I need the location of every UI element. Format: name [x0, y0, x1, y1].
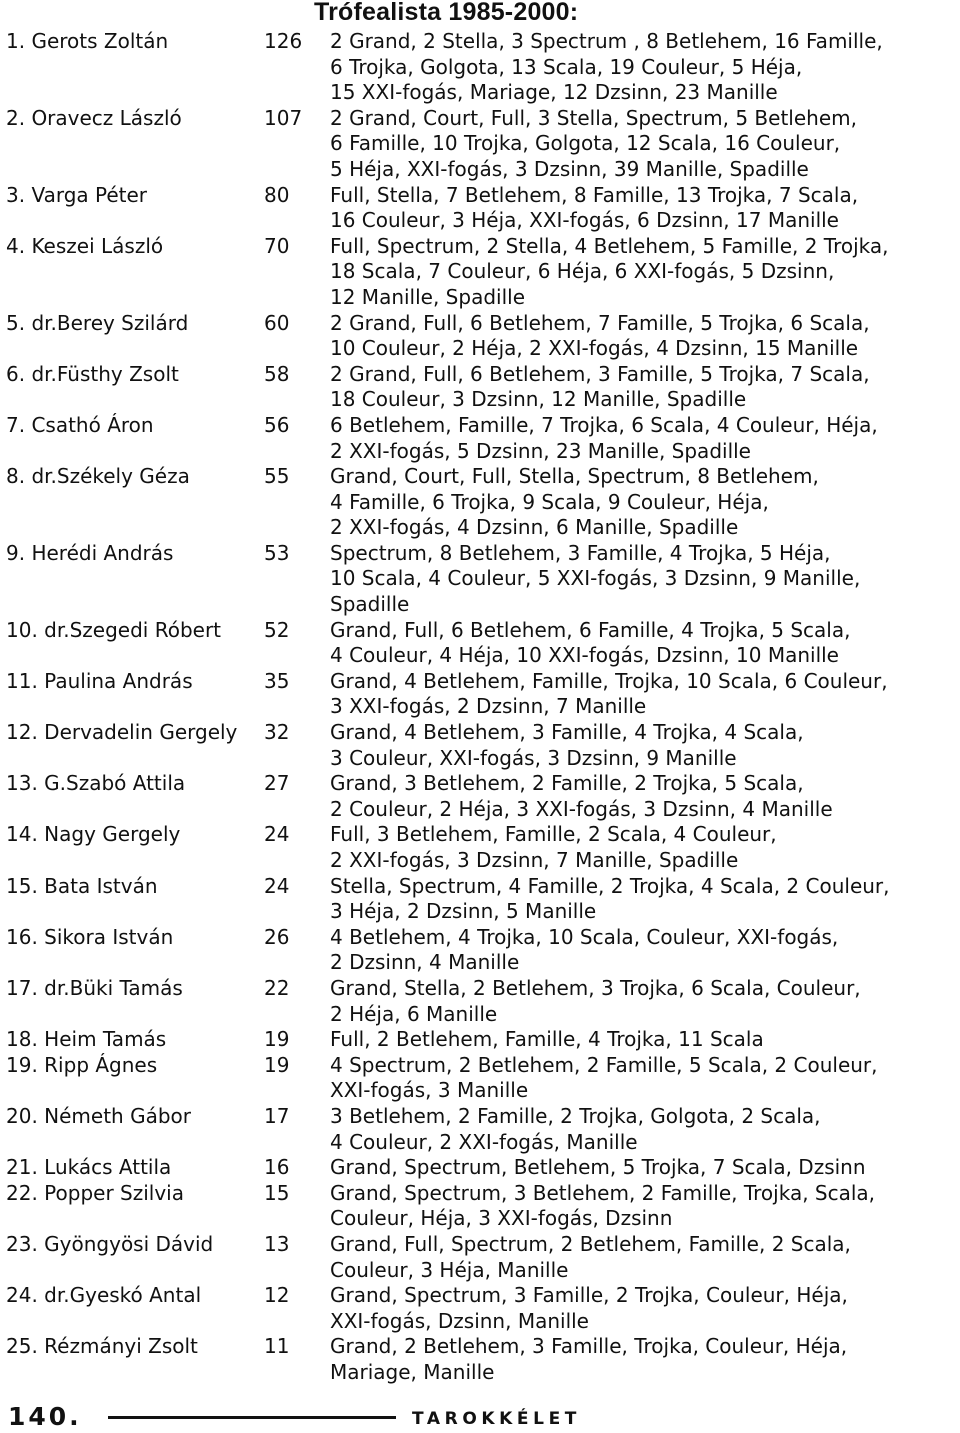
player-name: 23. Gyöngyösi Dávid [6, 1231, 214, 1256]
trophy-line: 2 Grand, Full, 6 Betlehem, 7 Famille, 5 Trojka, 6 Scala, [330, 310, 870, 335]
list-item [0, 925, 960, 976]
list-item [0, 29, 960, 106]
trophy-details [330, 771, 960, 822]
player-name: 22. Popper Szilvia [6, 1180, 184, 1205]
page-number: 140. [8, 1402, 82, 1431]
trophy-details [330, 1104, 960, 1155]
trophy-details [330, 1027, 960, 1053]
trophy-details [330, 413, 960, 464]
list-item [0, 541, 960, 618]
trophy-line: 2 Grand, Full, 6 Betlehem, 3 Famille, 5 Trojka, 7 Scala, [330, 361, 870, 386]
player-points: 16 [264, 1155, 290, 1180]
trophy-line: Mariage, Manille [330, 1359, 495, 1384]
player-name: 24. dr.Gyeskó Antal [6, 1283, 202, 1308]
player-name: 4. Keszei László [6, 233, 164, 258]
trophy-line: 5 Héja, XXI-fogás, 3 Dzsinn, 39 Manille, Spadille [330, 156, 809, 181]
player-name: 11. Paulina András [6, 668, 193, 693]
player-name: 10. dr.Szegedi Róbert [6, 617, 222, 642]
trophy-line: Couleur, Héja, 3 XXI-fogás, Dzsinn [330, 1206, 673, 1231]
trophy-line: Grand, Spectrum, 3 Famille, 2 Trojka, Couleur, Héja, [330, 1283, 848, 1308]
player-points: 58 [264, 361, 290, 386]
trophy-details [330, 1155, 960, 1181]
magazine-name: TAROKKÉLET [412, 1409, 581, 1429]
player-points: 27 [264, 771, 290, 796]
trophy-details [330, 464, 960, 541]
trophy-line: 4 Couleur, 4 Héja, 10 XXI-fogás, Dzsinn, 10 Manille [330, 643, 839, 668]
trophy-details [330, 311, 960, 362]
trophy-line: 2 XXI-fogás, 3 Dzsinn, 7 Manille, Spadille [330, 848, 739, 872]
list-item [0, 874, 960, 925]
list-item [0, 106, 960, 183]
list-item [0, 618, 960, 669]
player-name: 2. Oravecz László [6, 105, 182, 130]
player-points: 24 [264, 822, 290, 847]
list-item [0, 183, 960, 234]
trophy-details [330, 1334, 960, 1385]
player-points: 107 [264, 105, 303, 130]
player-name: 18. Heim Tamás [6, 1027, 167, 1052]
trophy-details [330, 234, 960, 311]
player-name: 16. Sikora István [6, 924, 174, 949]
player-name: 21. Lukács Attila [6, 1155, 172, 1180]
player-name: 14. Nagy Gergely [6, 822, 181, 847]
trophy-line: 3 Héja, 2 Dzsinn, 5 Manille [330, 899, 597, 924]
trophy-line: Stella, Spectrum, 4 Famille, 2 Trojka, 4 Scala, 2 Couleur, [330, 873, 890, 898]
trophy-details [330, 362, 960, 413]
list-item [0, 362, 960, 413]
trophy-details [330, 618, 960, 669]
trophy-details [330, 925, 960, 976]
trophy-line: Full, 3 Betlehem, Famille, 2 Scala, 4 Couleur, [330, 822, 777, 847]
trophy-line: 4 Betlehem, 4 Trojka, 10 Scala, Couleur, XXI-fogás, [330, 924, 839, 949]
player-name: 12. Dervadelin Gergely [6, 720, 238, 745]
trophy-details [330, 720, 960, 771]
trophy-line: 10 Scala, 4 Couleur, 5 XXI-fogás, 3 Dzsinn, 9 Manille, [330, 566, 861, 591]
list-item [0, 1181, 960, 1232]
trophy-line: 2 Grand, 2 Stella, 3 Spectrum , 8 Betlehem, 16 Famille, [330, 29, 883, 53]
list-item [0, 1053, 960, 1104]
trophy-details [330, 822, 960, 873]
list-item [0, 771, 960, 822]
player-points: 11 [264, 1334, 290, 1359]
trophy-line: 4 Couleur, 2 XXI-fogás, Manille [330, 1129, 638, 1154]
trophy-details [330, 1232, 960, 1283]
player-points: 35 [264, 668, 290, 693]
trophy-line: Grand, Spectrum, 3 Betlehem, 2 Famille, Trojka, Scala, [330, 1180, 876, 1205]
player-points: 60 [264, 310, 290, 335]
list-item [0, 311, 960, 362]
player-points: 80 [264, 182, 290, 207]
player-points: 70 [264, 233, 290, 258]
list-item [0, 822, 960, 873]
trophy-line: Grand, 3 Betlehem, 2 Famille, 2 Trojka, 5 Scala, [330, 771, 804, 796]
footer-divider [108, 1416, 396, 1419]
player-points: 17 [264, 1103, 290, 1128]
player-name: 9. Herédi András [6, 540, 174, 565]
player-points: 15 [264, 1180, 290, 1205]
trophy-line: 6 Betlehem, Famille, 7 Trojka, 6 Scala, 4 Couleur, Héja, [330, 412, 878, 437]
player-points: 55 [264, 464, 290, 489]
player-points: 32 [264, 720, 290, 745]
player-points: 24 [264, 873, 290, 898]
player-name: 19. Ripp Ágnes [6, 1052, 158, 1077]
trophy-line: Spadille [330, 592, 410, 617]
trophy-details [330, 29, 960, 106]
trophy-line: Full, Stella, 7 Betlehem, 8 Famille, 13 Trojka, 7 Scala, [330, 182, 859, 207]
list-item [0, 1232, 960, 1283]
list-item [0, 976, 960, 1027]
player-name: 3. Varga Péter [6, 182, 148, 207]
player-points: 12 [264, 1283, 290, 1308]
trophy-line: 18 Couleur, 3 Dzsinn, 12 Manille, Spadille [330, 387, 747, 412]
list-item [0, 1104, 960, 1155]
trophy-line: 2 Dzsinn, 4 Manille [330, 950, 520, 975]
list-item [0, 1027, 960, 1053]
trophy-line: Grand, Full, Spectrum, 2 Betlehem, Famille, 2 Scala, [330, 1231, 851, 1256]
trophy-line: Spectrum, 8 Betlehem, 3 Famille, 4 Trojka, 5 Héja, [330, 540, 831, 565]
trophy-details [330, 1283, 960, 1334]
player-name: 6. dr.Füsthy Zsolt [6, 361, 179, 386]
trophy-line: 2 Héja, 6 Manille [330, 1001, 498, 1026]
player-points: 22 [264, 975, 290, 1000]
page-title: Trófealista 1985-2000: [314, 0, 579, 26]
player-name: 25. Rézmányi Zsolt [6, 1334, 198, 1359]
player-name: 13. G.Szabó Attila [6, 771, 186, 796]
trophy-details [330, 874, 960, 925]
trophy-line: 6 Trojka, Golgota, 13 Scala, 19 Couleur, 5 Héja, [330, 54, 803, 79]
trophy-details [330, 106, 960, 183]
player-name: 15. Bata István [6, 873, 158, 898]
list-item [0, 464, 960, 541]
trophy-details [330, 669, 960, 720]
list-item [0, 1155, 960, 1181]
trophy-line: 2 Couleur, 2 Héja, 3 XXI-fogás, 3 Dzsinn, 4 Manille [330, 796, 833, 821]
trophy-line: Grand, 4 Betlehem, 3 Famille, 4 Trojka, 4 Scala, [330, 720, 804, 745]
trophy-details [330, 976, 960, 1027]
trophy-line: XXI-fogás, Dzsinn, Manille [330, 1308, 589, 1333]
trophy-line: 3 Couleur, XXI-fogás, 3 Dzsinn, 9 Manille [330, 745, 737, 770]
trophy-line: Grand, 4 Betlehem, Famille, Trojka, 10 Scala, 6 Couleur, [330, 668, 888, 693]
trophy-line: 2 XXI-fogás, 4 Dzsinn, 6 Manille, Spadille [330, 515, 739, 540]
list-item [0, 234, 960, 311]
player-name: 7. Csathó Áron [6, 412, 154, 437]
trophy-line: Couleur, 3 Héja, Manille [330, 1257, 569, 1282]
list-item [0, 413, 960, 464]
trophy-details [330, 541, 960, 618]
trophy-line: 12 Manille, Spadille [330, 284, 525, 309]
player-name: 5. dr.Berey Szilárd [6, 310, 189, 335]
trophy-line: XXI-fogás, 3 Manille [330, 1078, 529, 1103]
player-name: 8. dr.Székely Géza [6, 464, 190, 489]
trophy-line: Grand, Spectrum, Betlehem, 5 Trojka, 7 Scala, Dzsinn [330, 1155, 866, 1180]
trophy-line: Grand, Court, Full, Stella, Spectrum, 8 Betlehem, [330, 464, 819, 489]
player-points: 53 [264, 540, 290, 565]
player-points: 126 [264, 29, 303, 53]
player-name: 1. Gerots Zoltán [6, 29, 169, 53]
trophy-line: 4 Famille, 6 Trojka, 9 Scala, 9 Couleur, Héja, [330, 489, 769, 514]
player-name: 20. Németh Gábor [6, 1103, 191, 1128]
trophy-line: Full, Spectrum, 2 Stella, 4 Betlehem, 5 Famille, 2 Trojka, [330, 233, 889, 258]
trophy-details [330, 1181, 960, 1232]
player-points: 13 [264, 1231, 290, 1256]
player-name: 17. dr.Büki Tamás [6, 975, 183, 1000]
trophy-line: 4 Spectrum, 2 Betlehem, 2 Famille, 5 Scala, 2 Couleur, [330, 1052, 878, 1077]
player-points: 56 [264, 412, 290, 437]
trophy-line: Grand, 2 Betlehem, 3 Famille, Trojka, Couleur, Héja, [330, 1334, 848, 1359]
trophy-line: 3 XXI-fogás, 2 Dzsinn, 7 Manille [330, 694, 647, 719]
trophy-line: 16 Couleur, 3 Héja, XXI-fogás, 6 Dzsinn, 17 Manille [330, 208, 839, 233]
trophy-line: 18 Scala, 7 Couleur, 6 Héja, 6 XXI-fogás, 5 Dzsinn, [330, 259, 835, 284]
trophy-line: Grand, Full, 6 Betlehem, 6 Famille, 4 Trojka, 5 Scala, [330, 617, 851, 642]
player-points: 52 [264, 617, 290, 642]
trophy-line: 2 XXI-fogás, 5 Dzsinn, 23 Manille, Spadille [330, 438, 751, 463]
player-points: 26 [264, 924, 290, 949]
trophy-line: 2 Grand, Court, Full, 3 Stella, Spectrum, 5 Betlehem, [330, 105, 857, 130]
trophy-line: 6 Famille, 10 Trojka, Golgota, 12 Scala, 16 Couleur, [330, 131, 841, 156]
list-item [0, 720, 960, 771]
trophy-line: 10 Couleur, 2 Héja, 2 XXI-fogás, 4 Dzsinn, 15 Manille [330, 336, 859, 361]
trophy-line: 15 XXI-fogás, Mariage, 12 Dzsinn, 23 Manille [330, 80, 778, 105]
page-footer [0, 1400, 960, 1433]
list-item [0, 1283, 960, 1334]
trophy-list [0, 29, 960, 1385]
list-item [0, 669, 960, 720]
player-points: 19 [264, 1052, 290, 1077]
list-item [0, 1334, 960, 1385]
trophy-line: Grand, Stella, 2 Betlehem, 3 Trojka, 6 Scala, Couleur, [330, 975, 861, 1000]
trophy-line: 3 Betlehem, 2 Famille, 2 Trojka, Golgota, 2 Scala, [330, 1103, 821, 1128]
trophy-details [330, 183, 960, 234]
trophy-details [330, 1053, 960, 1104]
player-points: 19 [264, 1027, 290, 1052]
trophy-line: Full, 2 Betlehem, Famille, 4 Trojka, 11 Scala [330, 1027, 764, 1052]
